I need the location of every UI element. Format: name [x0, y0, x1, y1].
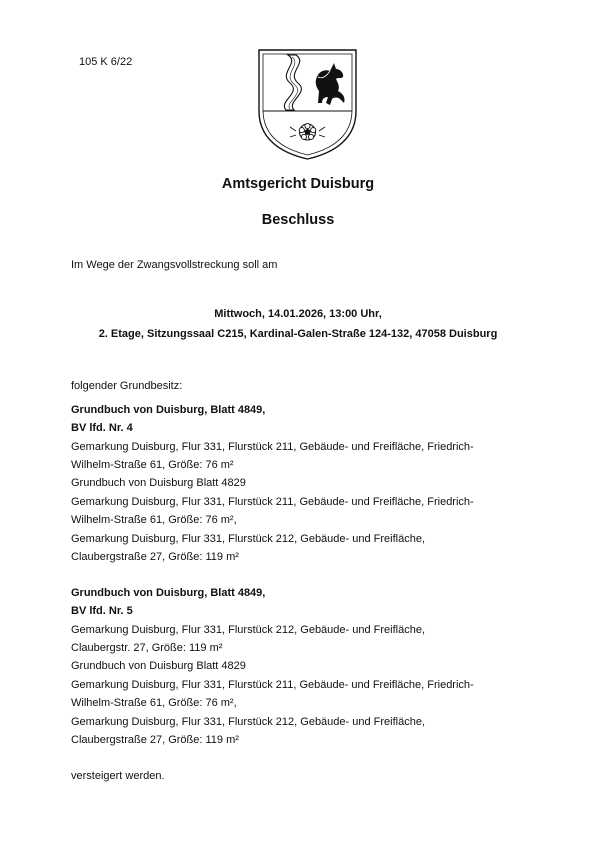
section1-line: Wilhelm-Straße 61, Größe: 76 m²: [71, 459, 234, 471]
section2-line: Wilhelm-Straße 61, Größe: 76 m²,: [71, 697, 237, 709]
section1-subheading: BV lfd. Nr. 4: [71, 422, 133, 434]
section1-line: Wilhelm-Straße 61, Größe: 76 m²,: [71, 514, 237, 526]
section2-line: Gemarkung Duisburg, Flur 331, Flurstück 212, Gebäude- und Freifläche,: [71, 624, 426, 636]
court-name: Amtsgericht Duisburg: [221, 176, 375, 192]
file-reference: 105 K 6/22: [79, 56, 133, 68]
section2-heading: Grundbuch von Duisburg, Blatt 4849,: [71, 587, 266, 599]
appointment-location: 2. Etage, Sitzungssaal C215, Kardinal-Galen-Straße 124-132, 47058 Duisburg: [98, 328, 498, 340]
section1-line: Gemarkung Duisburg, Flur 331, Flurstück 211, Gebäude- und Freifläche, Friedrich-: [71, 441, 474, 453]
section2-line: Gemarkung Duisburg, Flur 331, Flurstück 211, Gebäude- und Freifläche, Friedrich-: [71, 679, 474, 691]
section1-line: Gemarkung Duisburg, Flur 331, Flurstück 211, Gebäude- und Freifläche, Friedrich-: [71, 496, 474, 508]
section2-line: Gemarkung Duisburg, Flur 331, Flurstück 212, Gebäude- und Freifläche,: [71, 716, 426, 728]
nrw-coat-of-arms-icon: [256, 47, 359, 161]
section2-line: Claubergstr. 27, Größe: 119 m²: [71, 642, 223, 654]
section1-line: Grundbuch von Duisburg Blatt 4829: [71, 477, 246, 489]
closing-text: versteigert werden.: [71, 770, 165, 782]
document-title: Beschluss: [261, 212, 335, 228]
section1-line: Gemarkung Duisburg, Flur 331, Flurstück 212, Gebäude- und Freifläche,: [71, 533, 426, 545]
property-intro: folgender Grundbesitz:: [71, 380, 183, 392]
section1-line: Claubergstraße 27, Größe: 119 m²: [71, 551, 239, 563]
section2-line: Grundbuch von Duisburg Blatt 4829: [71, 660, 246, 672]
section1-heading: Grundbuch von Duisburg, Blatt 4849,: [71, 404, 266, 416]
section2-line: Claubergstraße 27, Größe: 119 m²: [71, 734, 239, 746]
section2-subheading: BV lfd. Nr. 5: [71, 605, 133, 617]
intro-text: Im Wege der Zwangsvollstreckung soll am: [71, 259, 278, 271]
appointment-datetime: Mittwoch, 14.01.2026, 13:00 Uhr,: [214, 308, 382, 320]
